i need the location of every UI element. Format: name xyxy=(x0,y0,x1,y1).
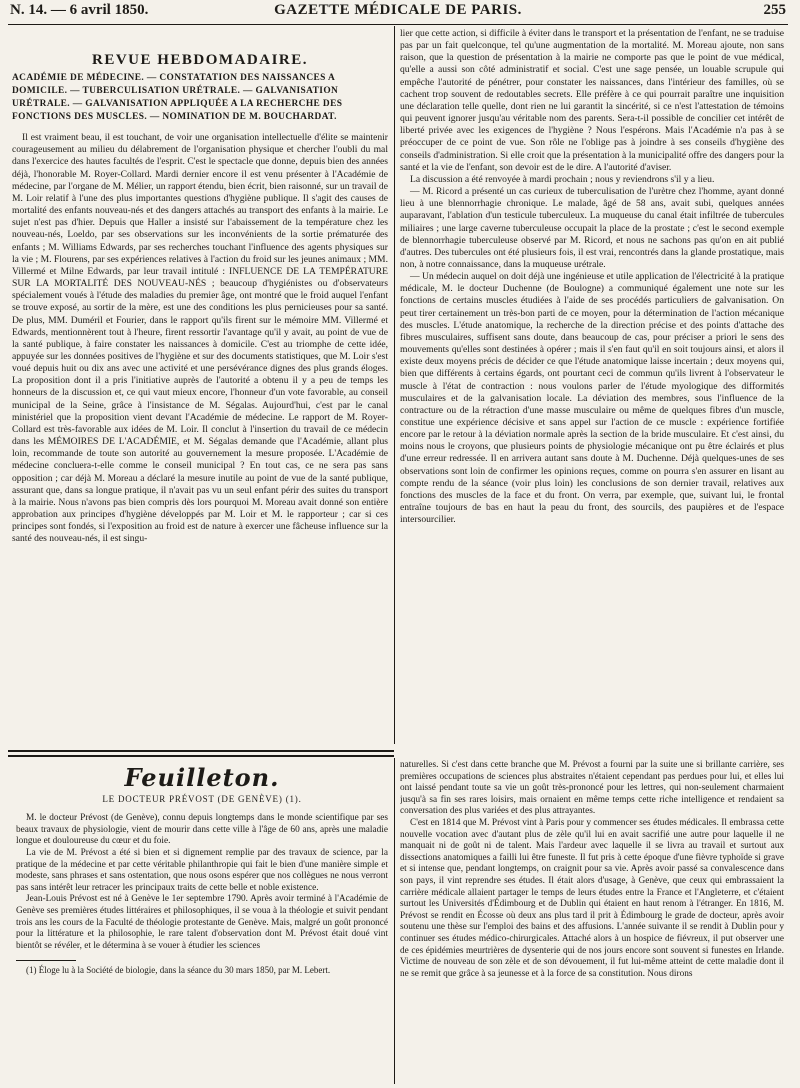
feuilleton-paragraph: La vie de M. Prévost a été si bien et si dignement remplie par des travaux de science, par la pratique de la médecine et par cette véritable philanthropie qui fait le bien d'une manière simple et modeste, sans phrases et sans ostentation, que nous osons espérer que nos collègues ne nous verront pas sans intérêt leur retracer les principaux traits de cette belle et noble existence. xyxy=(16,847,388,893)
column-left xyxy=(12,30,388,746)
footnote-rule xyxy=(16,960,76,961)
footnote: (1) Éloge lu à la Société de biologie, dans la séance du 30 mars 1850, par M. Lebert. xyxy=(26,965,331,976)
feuilleton-rule-top xyxy=(8,750,394,752)
header-rule xyxy=(8,24,788,25)
column-divider xyxy=(394,26,395,744)
feuilleton-paragraph: Jean-Louis Prévost est né à Genève le 1er septembre 1790. Après avoir terminé à l'Académie de Genève ses premières études littéraires et philosophiques, il se voua à la théologie et suivit pendant trois ans les cours de la Faculté de théologie protestante de Genève. Mais, malgré un goût prononcé pour la littérature et la philosophie, le rare talent d'observation dont M. Prévost était doué vint bientôt se révéler, et le détermina à se vouer à étudier les sciences xyxy=(16,894,388,951)
feuilleton-paragraph: naturelles. Si c'est dans cette branche que M. Prévost a fourni par la suite une si brillante carrière, ses premières occupations de sciences plus abstraites n'étaient cependant pas perdues pour lui, et elles lui ont laissé pendant toute sa vie un goût très-prononcé pour les lettres, qui non-seulement charmaient jusqu'à sa fin ses rares loisirs, mais ornaient en même temps cette riche intelligence et rendaient sa conversation des plus variées et des plus attrayantes. xyxy=(400,760,784,817)
article-paragraph: Il est vraiment beau, il est touchant, de voir une organisation intellectuelle d'élite se maintenir courageusement au milieu du délabrement de l'organisation physique et chercher l'oubli du mal dans l'exercice des hautes facultés de l'esprit. C'est le spectacle que donne, depuis bien des années déjà, l'honorable M. Royer-Collard. Mardi dernier encore il est venu présenter à l'Académie de médecine, par l'organe de M. Mélier, un rapport étendu, bien écrit, bien raisonné, sur un travail de M. Loir relatif à l'une des plus importantes questions d'hygiène publique. Il s'agit des causes de mortalité des enfants nouveau-nés et des dangers attachés au transport des enfants à la mairie. Le sujet n'est pas d'hier. Depuis que Haller a insisté sur l'abaissement de la température chez les nouveau-nés, Loeldo, par ses observations sur les inconvénients de la sortie prématurée des enfants ; M. Williams Edwards, par ses recherches touchant l'influence des agents physiques sur la vie ; M. Flourens, par ses expériences relatives à l'action du froid sur les jeunes animaux ; MM. Villermé et Milne Edwards, par leur travail intitulé : INFLUENCE DE LA TEMPÉRATURE SUR LA MORTALITÉ DES NOUVEAU-NÉS ; beaucoup d'hygiénistes ou d'observateurs spécialement voués à l'étude des maladies du premier âge, ont montré que le froid auquel l'enfant se trouve exposé, au sortir de la mère, est une des conditions les plus pernicieuses pour sa santé. De plus, MM. Duméril et Fourier, dans le rapport qu'ils firent sur le mémoire MM. Villermé et Edwards, mentionnèrent tout à l'heure, firent ressortir l'avantage qu'il y avait, au point de vue de la santé publique, à faire constater les naissances à domicile. C'est au triomphe de cette idée, appuyée sur les données positives de l'hygiène et sur des documents statistiques, que M. Loir s'est voué depuis huit ou dix ans avec une activité et une persévérance dignes des plus grands éloges. La proposition dont il a pris l'initiative auprès de l'autorité a obtenu il y a peu de temps les honneurs de la discussion et, ce qui vaut mieux encore, l'honneur d'un vote favorable, au conseil municipal de la Seine, grâce à l'insistance de M. Ségalas. Aujourd'hui, c'est par le canal ministériel que la proposition vient devant l'Académie de médecine. Le rapport de M. Royer-Collard est très-favorable aux idées de M. Loir. Il conclut à l'insertion du travail de ce médecin dans les MÉMOIRES DE L'ACADÉMIE, et M. Ségalas demande que l'Académie, allant plus loin, recommande de toute son autorité au gouvernement la mesure proposée. L'Académie de médecine concluera-t-elle comme le conseil municipal ? En tout cas, ce ne sera pas sans opposition ; car déjà M. Moreau a déclaré la mesure inutile au point de vue de la santé publique, assurant que, dans sa longue pratique, il n'avait pas vu un seul enfant périr des suites du transport à la mairie. Nous n'avons pas bien compris dès lors pourquoi M. Moreau avait donné son entière approbation aux principes d'hygiène développés par M. Loir et M. le rapporteur ; car si ces principes sont fondés, si l'exposition au froid est de nature à exercer une fâcheuse influence sur la santé des nouveau-nés, il est singu- xyxy=(12,132,388,545)
feuilleton-subtitle: LE DOCTEUR PRÉVOST (DE GENÈVE) (1). xyxy=(102,793,302,804)
feuilleton-paragraph: C'est en 1814 que M. Prévost vint à Paris pour y commencer ses études médicales. Il embrassa cette nouvelle vocation avec d'autant plus de zèle qu'il lui en avait sacrifié une autre pour laquelle il ne manquait ni de goût ni de talent. Mais l'ardeur avec laquelle il se livra au travail et surtout aux dissections anatomiques a failli lui être funeste. Il fut pris à cette époque d'une fièvre typhoïde si grave et si intense que, pendant longtemps, on craignit pour sa vie. Après avoir passé sa convalescence dans son pays, il vint reprendre ses études. Il était alors d'usage, à Genève, que ceux qui embrassaient la carrière médicale allaient partager le temps de leurs études entre la France et l'Angleterre, et c'étaient surtout les Universités d'Édimbourg et de Dublin qui étaient en haut renom à l'étranger. En 1816, M. Prévost se rendit en Écosse où deux ans plus tard il prit à Édimbourg le grade de docteur, après avoir soutenu une thèse sur l'emploi des bains et des affusions. L'année suivante il se rendit à Dublin pour y continuer ses études médico-chirurgicales. Attaché alors à un hospice de fiévreux, il put observer une de ces épidémies meurtrières de dysenterie qui de nos jours encore sont souvent si funestes en Irlande. Victime de nouveau de son zèle et de son dévouement, il fut lui-même atteint de cette maladie dont il ne se remit que grâce à sa jeunesse et à la force de sa constitution. Nous dirons xyxy=(400,817,784,979)
feuilleton-rule-bottom xyxy=(8,755,394,757)
feuilleton-column-left xyxy=(16,762,388,1084)
feuilleton-column-divider xyxy=(394,758,395,1084)
feuilleton-paragraph: M. le docteur Prévost (de Genève), connu depuis longtemps dans le monde scientifique par ses beaux travaux de physiologie, vient de mourir dans cette ville à l'âge de 60 ans, après une maladie longue et douloureuse du cœur et du foie. xyxy=(16,813,388,847)
issue-number-date: N. 14. — 6 avril 1850. xyxy=(10,2,149,18)
journal-title: GAZETTE MÉDICALE DE PARIS. xyxy=(274,2,522,18)
article-paragraph: — Un médecin auquel on doit déjà une ingénieuse et utile application de l'électricité à la pratique médicale, M. le docteur Duchenne (de Boulogne) a communiqué également une note sur les fonctions de certains muscles étudiées à l'aide de ses procédés particuliers de galvanisation. On peut tirer certainement un très-bon parti de ce moyen, pour la détermination de l'action mécanique des muscles. L'étude anatomique, la recherche de la direction précise et des points d'attache des fibres musculaires, suffisent sans doute, dans beaucoup de cas, pour préciser a priori le sens des mouvements qu'elles sont destinées à opérer ; mais il s'en faut qu'il en soit toujours ainsi, et alors il existe deux moyens précis de décider ce que l'étude anatomique laisse incertain ; deux moyens qui, bien que différents à certains égards, ont pourtant ceci de commun qu'ils livrent à l'observateur le muscle à l'état de contraction : nous voulons parler de l'étude myologique des difformités musculaires et de la galvanisation locale. La déviation des membres, sous l'influence de la contracture ou de la rétraction d'une masse musculaire ou même de quelques fibres d'un muscle, constitue une expérience décisive et sans appel sur l'action de ce muscle : expérience fortifiée encore par le retour à la déviation normale après la section de la bride musculaire. Et c'est ainsi, du moins nous le croyons, que plusieurs points de physiologie mécanique ont pu être éclairés et plus d'une erreur redressée. Il en arrivera autant sans doute à M. Duchenne. Déjà quelques-unes de ses observations sont loin de confirmer les opinions reçues, comme on pourra s'en assurer en lisant au compte rendu de la séance (voir plus loin) les conclusions de son dernier travail, relatives aux fonctions des muscles de la face et du front. On verra, par exemple, que, suivant lui, le frontal entraîne toujours de bas en haut la peau du front, des sourcils, des paupières et de l'espace intersourcilier. xyxy=(400,271,784,526)
article-paragraph: — M. Ricord a présenté un cas curieux de tuberculisation de l'urètre chez l'homme, ayant donné lieu à une blennorrhagie chronique. Le malade, âgé de 58 ans, avait subi, quelques années auparavant, l'ablation d'un testicule tuberculeux. La muqueuse du canal était infiltrée de tubercules miliaires ; une large caverne tuberculeuse occupait la place de la prostate ; c'est le second exemple de blennorrhagie tuberculeuse observé par M. Ricord, et nous ne sachons pas qu'on en ait publié d'autres. Des tubercules ont été plusieurs fois, il est vrai, rencontrés dans la glande prostatique, mais non, à notre connaissance, dans la muqueuse urétrale. xyxy=(400,186,784,270)
feuilleton-title: Feuilleton. xyxy=(124,763,280,792)
feuilleton-column-right xyxy=(400,760,784,1084)
section-title: REVUE HEBDOMADAIRE. xyxy=(91,52,308,68)
section-summary: ACADÉMIE DE MÉDECINE. — CONSTATATION DES NAISSANCES A DOMICILE. — TUBERCULISATION URÉTRALE. — GALVANISATION URÉTRALE. — GALVANISATION APPLIQUÉE A LA RECHERCHE DES FONCTIONS DES MUSCLES. — NOMINATION DE M. BOUCHARDAT. xyxy=(12,73,343,123)
article-paragraph: lier que cette action, si difficile à éviter dans le transport et la présentation de l'enfant, ne se traduise pas par un fait quelconque, tel qu'une augmentation de la mortalité. M. Moreau ajoute, non sans raison, que la question de présentation à la mairie ne comporte pas que le point de vue médical, qu'elle a aussi son côté administratif et social. C'est une sage pensée, un louable scrupule qui empêche l'autorité de pénétrer, pour constater les naissances, dans l'intérieur des familles, où se cachent trop souvent de redoutables secrets. Elle préfère à ce qui pourrait paraître une inquisition une déclaration telle quelle, dont rien ne lui garantit la sincérité, si ce n'est l'attestation de témoins qui peuvent ignorer jusqu'au véritable nom des parents. Sera-t-il possible de concilier cet intérêt de liberté privée avec les exigences de l'hygiène ? Nous l'espérons. Mais l'Académie n'a pas à se préoccuper de ce point de vue. Son rôle ne l'oblige pas à joindre à ses conseils d'hygiène des conseils d'administration. Si elle croit que la présentation à la municipalité offre des dangers pour la santé et la vie de l'enfant, son devoir est de le dire. A l'autorité d'aviser. xyxy=(400,28,784,173)
running-head xyxy=(10,2,786,24)
article-paragraph: La discussion a été renvoyée à mardi prochain ; nous y reviendrons s'il y a lieu. xyxy=(410,173,715,185)
column-right xyxy=(400,28,784,746)
page-number: 255 xyxy=(763,2,786,18)
